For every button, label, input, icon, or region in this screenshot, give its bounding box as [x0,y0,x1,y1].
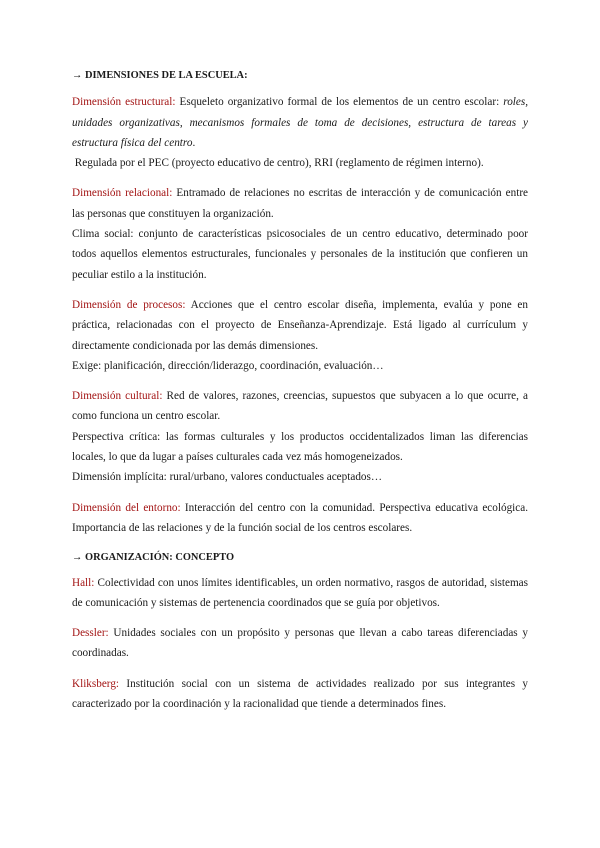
term-label: Dimensión cultural: [72,390,163,403]
term-label: Dimensión estructural: [72,96,176,109]
note-text: Perspectiva crítica: las formas culturales y los productos occidentalizados liman las diferencias locales, lo que da lugar a países culturales cada vez más homogeneizados. [72,430,528,464]
italic-text: roles, unidades organizativas, mecanismos formales de toma de decisiones, estructura de tareas y estructura física del centro [72,96,529,149]
definition-text: Colectividad con unos límites identificables, un orden normativo, rasgos de autoridad, sistemas de comunicación y sistemas de pertenencia coordinados que se guía por objetivos. [72,576,528,609]
paragraph-estructural [72,92,528,153]
definition-text: Esqueleto organizativo formal de los elementos de un centro escolar: [175,96,504,109]
block-dimension-entorno [72,498,528,539]
definition-text: Acciones que el centro escolar diseña, implementa, evalúa y pone en práctica, relacionadas con el proyecto de Enseñanza-Aprendizaje. Está ligado al currículum y directamente condicionada por las demás dimensiones. [72,298,528,352]
document-page [72,66,528,724]
term-label: Dimensión de procesos: [72,298,186,311]
block-dimension-cultural [72,386,528,487]
note-text: Regulada por el PEC (proyecto educativo de centro), RRI (reglamento de régimen interno). [72,157,484,170]
section-heading-dimensiones: → DIMENSIONES DE LA ESCUELA: [72,70,248,81]
term-label: Dimensión relacional: [72,187,173,200]
author-label: Kliksberg: [72,677,120,690]
definition-text: Red de valores, razones, creencias, supuestos que subyacen a lo que ocurre, a como funciona un centro escolar. [72,390,528,423]
block-dimension-procesos [72,295,528,376]
author-label: Hall: [72,576,95,589]
block-dessler [72,623,528,664]
definition-tail: . [192,136,196,149]
definition-text: Entramado de relaciones no escritas de interacción y de comunicación entre las personas que constituyen la organización. [72,187,529,220]
paragraph-hall [72,573,528,614]
paragraph-entorno [72,498,528,539]
author-label: Dessler: [72,627,109,640]
term-label: Dimensión del entorno: [72,501,181,514]
definition-text: Unidades sociales con un propósito y personas que llevan a cabo tareas diferenciadas y coordinadas. [72,627,528,660]
definition-text: Interacción del centro con la comunidad. Perspectiva educativa ecológica. Importancia de las relaciones y de la función social de los centros escolares. [72,501,528,534]
block-dimension-relacional [72,183,528,284]
paragraph-relacional [72,183,528,224]
section-heading-organizacion: → ORGANIZACIÓN: CONCEPTO [72,552,235,564]
definition-text: Institución social con un sistema de actividades realizado por sus integrantes y caracterizado por la coordinación y la racionalidad que tiende a determinados fines. [72,677,528,711]
block-dimension-estructural [72,92,528,173]
note-text: Exige: planificación, dirección/liderazgo, coordinación, evaluación… [72,359,384,372]
paragraph-kliksberg [72,674,528,715]
block-kliksberg [72,674,528,715]
paragraph-dessler [72,623,528,664]
block-hall [72,573,528,614]
paragraph-procesos [72,295,528,356]
note-text: Dimensión implícita: rural/urbano, valores conductuales aceptados… [72,471,383,484]
paragraph-cultural [72,386,528,427]
note-text: Clima social: conjunto de características psicosociales de un centro educativo, determinado poor todos aquellos elementos estructurales, funcionales y personales de la institución que confieren un peculiar estilo a la institución. [72,228,528,281]
